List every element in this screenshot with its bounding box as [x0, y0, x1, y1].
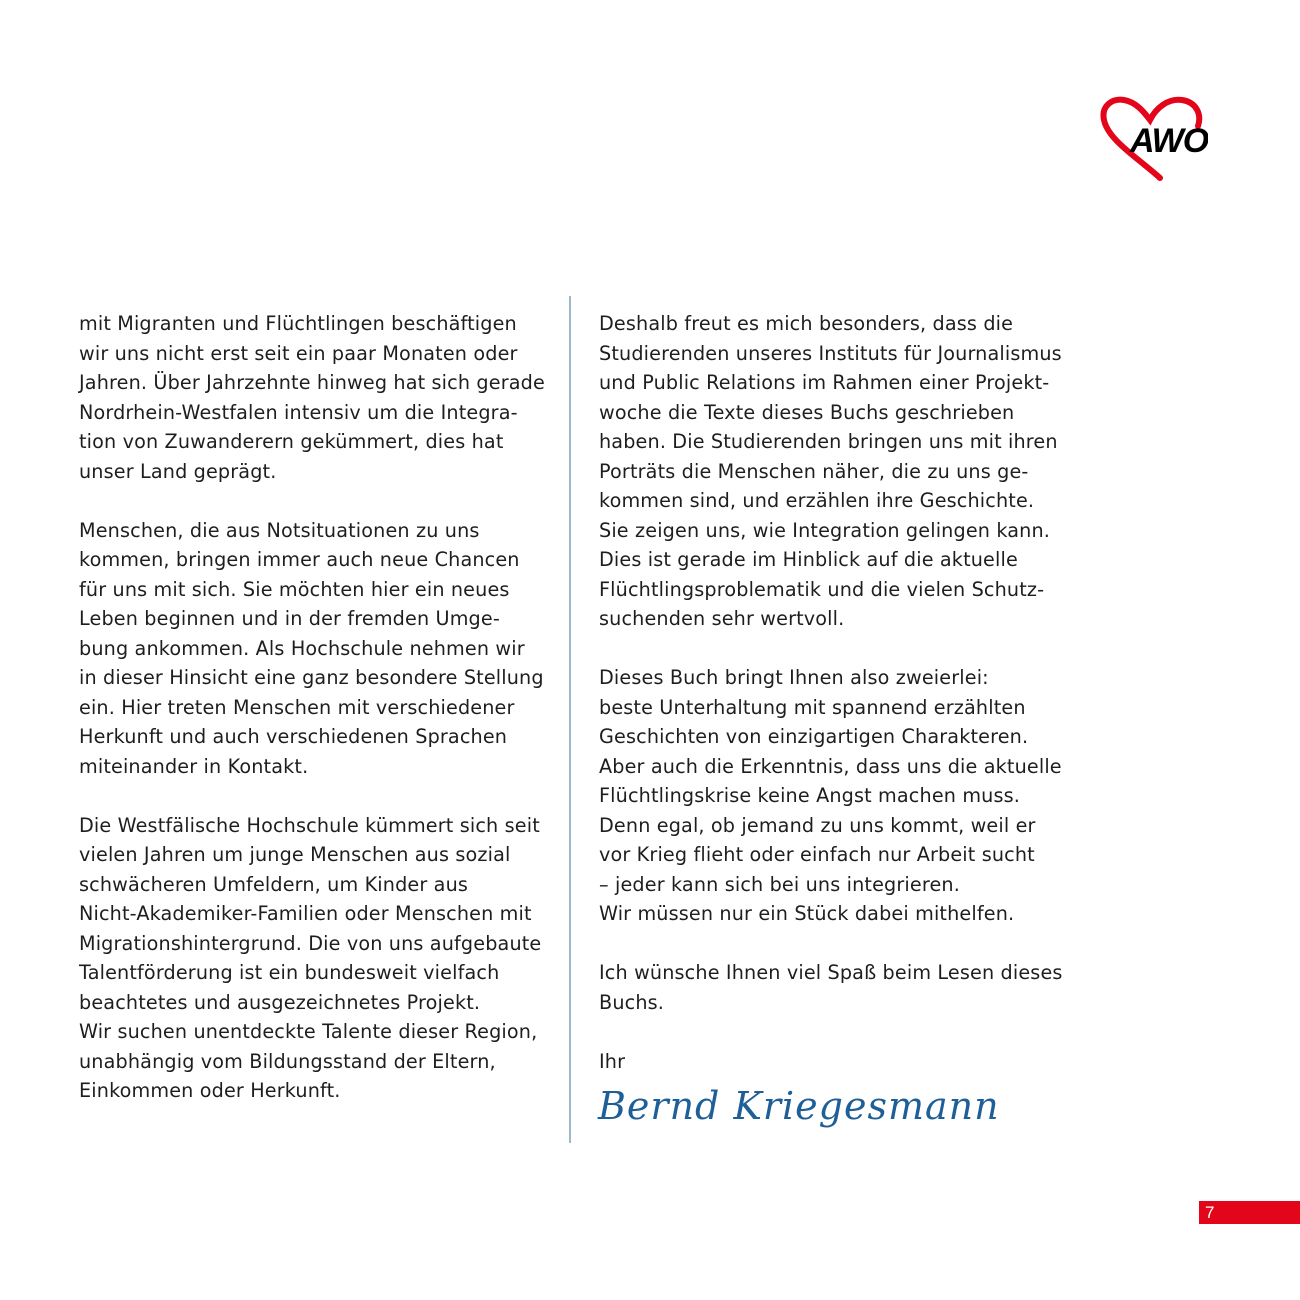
paragraph — [79, 811, 559, 1106]
awo-logo-text: AWO — [1130, 122, 1208, 160]
text-line: Aber auch die Erkenntnis, dass uns die aktuelle — [599, 754, 1062, 778]
text-line: Wir müssen nur ein Stück dabei mithelfen. — [599, 902, 1015, 925]
text-line: schwächeren Umfeldern, um Kinder aus — [79, 872, 469, 896]
paragraph — [79, 516, 559, 782]
text-line: Talentförderung ist ein bundesweit vielfach — [79, 961, 500, 984]
text-line: Nicht-Akademiker-Familien oder Menschen mit — [79, 902, 532, 925]
heart-icon — [1098, 96, 1208, 182]
text-line: Herkunft und auch verschiedenen Sprachen — [79, 725, 508, 748]
text-line: Geschichten von einzigartigen Charakteren. — [599, 725, 1029, 748]
closing-greeting: Ihr — [599, 1049, 626, 1073]
text-line: Einkommen oder Herkunft. — [79, 1079, 341, 1102]
awo-logo — [1098, 96, 1208, 182]
text-line: beachtetes und ausgezeichnetes Projekt. — [79, 990, 481, 1014]
text-line: für uns mit sich. Sie möchten hier ein neues — [79, 577, 510, 601]
text-line: unser Land geprägt. — [79, 459, 277, 483]
text-line: Dieses Buch bringt Ihnen also zweierlei: — [599, 666, 989, 689]
text-line: haben. Die Studierenden bringen uns mit ihren — [599, 430, 1058, 453]
text-line: Die Westfälische Hochschule kümmert sich seit — [79, 813, 540, 837]
text-line: bung ankommen. Als Hochschule nehmen wir — [79, 636, 525, 660]
text-line: Dies ist gerade im Hinblick auf die aktuelle — [599, 548, 1018, 571]
text-line: Flüchtlingskrise keine Angst machen muss. — [599, 784, 1021, 807]
text-line: Flüchtlingsproblematik und die vielen Schutz- — [599, 577, 1045, 601]
signature: Bernd Kriegesmann — [598, 1084, 1000, 1128]
text-line: Sie zeigen uns, wie Integration gelingen kann. — [599, 518, 1051, 542]
text-line: Menschen, die aus Notsituationen zu uns — [79, 518, 480, 542]
text-line: Migrationshintergrund. Die von uns aufgebaute — [79, 931, 542, 955]
text-line: Jahren. Über Jahrzehnte hinweg hat sich gerade — [79, 371, 545, 394]
column-divider — [569, 296, 571, 1143]
text-line: unabhängig vom Bildungsstand der Eltern, — [79, 1049, 496, 1073]
text-line: wir uns nicht erst seit ein paar Monaten oder — [79, 341, 518, 365]
text-line: beste Unterhaltung mit spannend erzählten — [599, 695, 1026, 719]
right-column — [599, 309, 1079, 1076]
text-line: Ich wünsche Ihnen viel Spaß beim Lesen dieses — [599, 961, 1063, 984]
text-line: in dieser Hinsicht eine ganz besondere Stellung — [79, 666, 544, 689]
text-line: Buchs. — [599, 990, 665, 1014]
text-line: Wir suchen unentdeckte Talente dieser Region, — [79, 1020, 538, 1043]
paragraph — [599, 958, 1079, 1017]
left-column — [79, 309, 559, 1135]
text-line: suchenden sehr wertvoll. — [599, 607, 845, 630]
text-line: miteinander in Kontakt. — [79, 754, 309, 778]
text-line: woche die Texte dieses Buchs geschrieben — [599, 400, 1015, 424]
text-line: Studierenden unseres Instituts für Journalismus — [599, 341, 1062, 365]
text-line: Nordrhein-Westfalen intensiv um die Integra- — [79, 400, 518, 424]
text-line: vielen Jahren um junge Menschen aus sozial — [79, 843, 511, 866]
text-line: kommen sind, und erzählen ihre Geschichte. — [599, 489, 1035, 512]
paragraph — [79, 309, 559, 486]
text-line: Denn egal, ob jemand zu uns kommt, weil er — [599, 813, 1036, 837]
text-line: vor Krieg flieht oder einfach nur Arbeit sucht — [599, 843, 1035, 866]
text-line: ein. Hier treten Menschen mit verschiedener — [79, 695, 515, 719]
text-line: tion von Zuwanderern gekümmert, dies hat — [79, 430, 504, 453]
text-line: Deshalb freut es mich besonders, dass die — [599, 312, 1014, 335]
paragraph — [599, 309, 1079, 634]
text-line: – jeder kann sich bei uns integrieren. — [599, 872, 960, 896]
page-number: 7 — [1205, 1203, 1215, 1222]
paragraph — [599, 663, 1079, 929]
page-number-badge — [1199, 1201, 1300, 1224]
text-line: und Public Relations im Rahmen einer Projekt- — [599, 371, 1050, 394]
text-line: mit Migranten und Flüchtlingen beschäftigen — [79, 312, 517, 335]
text-line: Leben beginnen und in der fremden Umge- — [79, 607, 500, 630]
text-line: kommen, bringen immer auch neue Chancen — [79, 548, 520, 571]
text-line: Porträts die Menschen näher, die zu uns ge- — [599, 459, 1029, 483]
